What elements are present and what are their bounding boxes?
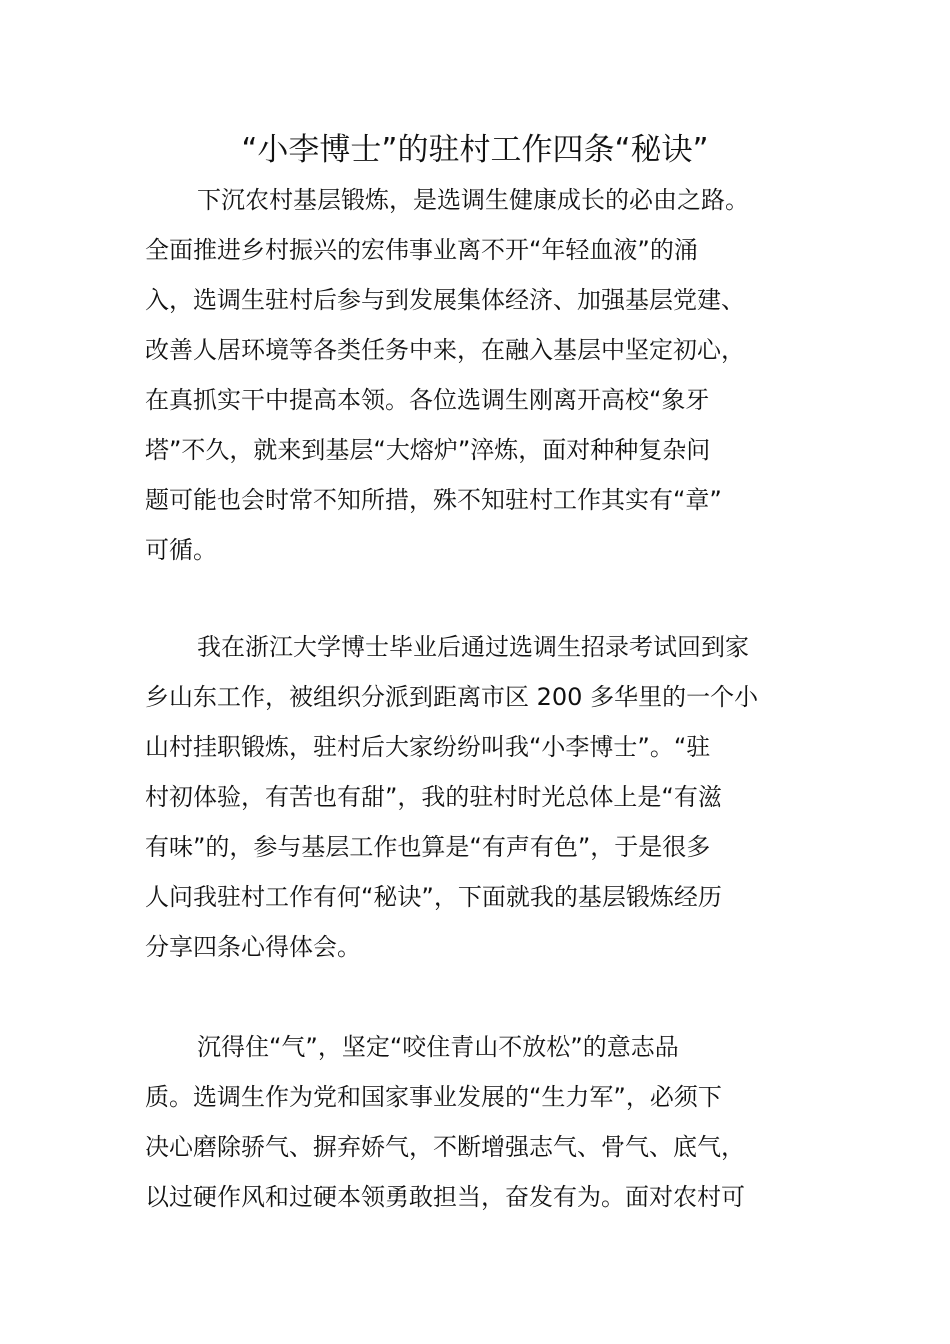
text-line: 人问我驻村工作有何“秘诀”，下面就我的基层锻炼经历 — [145, 883, 722, 911]
text-line: 村初体验，有苦也有甜”，我的驻村时光总体上是“有滋 — [145, 783, 722, 811]
text-line: 下沉农村基层锻炼，是选调生健康成长的必由之路。 — [197, 186, 749, 214]
text-line: 质。选调生作为党和国家事业发展的“生力军”，必须下 — [145, 1083, 722, 1111]
text-line: 我在浙江大学博士毕业后通过选调生招录考试回到家 — [197, 633, 749, 661]
text-line: 塔”不久，就来到基层“大熔炉”淬炼，面对种种复杂问 — [145, 436, 711, 464]
text-line: 题可能也会时常不知所措，殊不知驻村工作其实有“章” — [145, 486, 722, 514]
text-line: 可循。 — [145, 536, 217, 564]
text-line: 在真抓实干中提高本领。各位选调生刚离开高校“象牙 — [145, 386, 710, 414]
paragraph-intro — [145, 175, 810, 575]
text-line: 改善人居环境等各类任务中来，在融入基层中坚定初心， — [145, 336, 745, 364]
text-line: 分享四条心得体会。 — [145, 933, 361, 961]
text-line: 乡山东工作，被组织分派到距离市区 200 多华里的一个小 — [145, 683, 759, 711]
paragraph-background — [145, 622, 810, 972]
paragraph-point-one — [145, 1022, 810, 1222]
text-line: 以过硬作风和过硬本领勇敢担当，奋发有为。面对农村可 — [145, 1183, 745, 1211]
text-line: 决心磨除骄气、摒弃娇气，不断增强志气、骨气、底气， — [145, 1133, 745, 1161]
document-title: “小李博士”的驻村工作四条“秘诀” — [241, 132, 709, 168]
text-line: 全面推进乡村振兴的宏伟事业离不开“年轻血液”的涌 — [145, 236, 698, 264]
text-line: 有味”的，参与基层工作也算是“有声有色”，于是很多 — [145, 833, 711, 861]
text-line: 入，选调生驻村后参与到发展集体经济、加强基层党建、 — [145, 286, 745, 314]
text-line: 山村挂职锻炼，驻村后大家纷纷叫我“小李博士”。“驻 — [145, 733, 711, 761]
text-line: 沉得住“气”，坚定“咬住青山不放松”的意志品 — [197, 1033, 679, 1061]
